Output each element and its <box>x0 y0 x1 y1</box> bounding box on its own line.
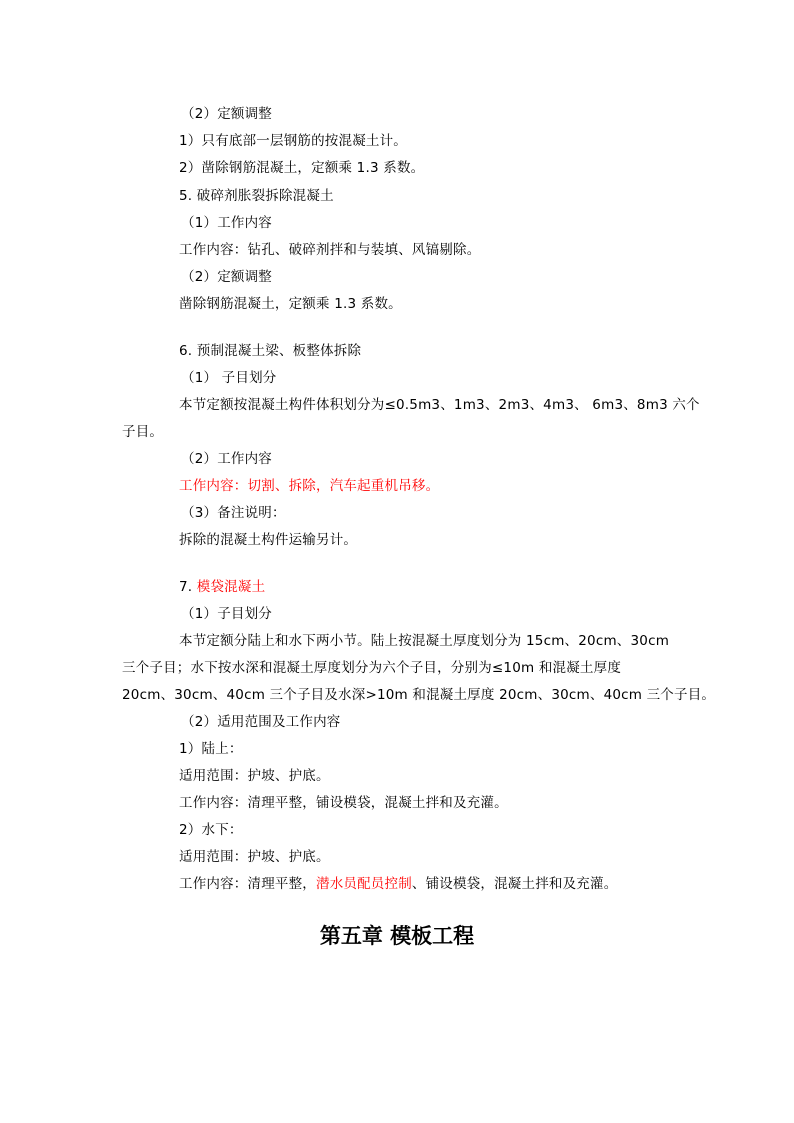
chapter-title: 第五章 模板工程 <box>319 923 475 948</box>
subheading-subitems: （1）子目划分 <box>181 606 272 622</box>
subheading-subitems: （1） 子目划分 <box>181 370 277 386</box>
text-line: 工作内容：钻孔、破碎剂拌和与装填、风镐剔除。 <box>179 242 481 258</box>
text-line: 1）只有底部一层钢筋的按混凝土计。 <box>179 133 407 149</box>
text-segment: 工作内容：清理平整， <box>179 876 316 892</box>
section-heading-7 <box>179 578 265 596</box>
text-line: 本节定额分陆上和水下两小节。陆上按混凝土厚度划分为 15cm、20cm、30cm <box>179 633 670 649</box>
text-line: 三个子目；水下按水深和混凝土厚度划分为六个子目，分别为≤10m 和混凝土厚度 <box>122 660 622 676</box>
text-line: 2）凿除钢筋混凝土，定额乘 1.3 系数。 <box>179 160 425 176</box>
text-line: 适用范围：护坡、护底。 <box>179 768 330 784</box>
section-number: 7. <box>179 579 197 595</box>
text-line: 本节定额按混凝土构件体积划分为≤0.5m3、1m3、2m3、4m3、 6m3、8m3 六个 <box>179 397 700 413</box>
highlighted-text-line: 工作内容：切割、拆除，汽车起重机吊移。 <box>179 478 440 494</box>
text-line: 子目。 <box>122 424 164 440</box>
section-title-highlighted: 模袋混凝土 <box>196 579 266 595</box>
section-heading-6: 6. 预制混凝土梁、板整体拆除 <box>179 343 362 359</box>
section-heading-5: 5. 破碎剂胀裂拆除混凝土 <box>179 188 334 204</box>
text-line: 适用范围：护坡、护底。 <box>179 849 330 865</box>
subheading-quota-adjustment: （2）定额调整 <box>181 106 272 122</box>
highlighted-text-segment: 潜水员配员控制 <box>316 876 412 892</box>
text-line: 拆除的混凝土构件运输另计。 <box>179 532 358 548</box>
subheading-notes: （3）备注说明： <box>181 505 286 521</box>
text-segment: 、铺设模袋，混凝土拌和及充灌。 <box>411 876 618 892</box>
text-line: 20cm、30cm、40cm 三个子目及水深>10m 和混凝土厚度 20cm、30cm、40cm 三个子目。 <box>122 687 716 703</box>
subheading-quota-adjustment: （2）定额调整 <box>181 269 272 285</box>
subheading-scope-and-work: （2）适用范围及工作内容 <box>181 714 341 730</box>
subheading-work-content: （2）工作内容 <box>181 451 272 467</box>
text-line <box>179 875 617 893</box>
text-line: 凿除钢筋混凝土，定额乘 1.3 系数。 <box>179 296 402 312</box>
text-line: 2）水下： <box>179 822 243 838</box>
text-line: 1）陆上： <box>179 741 243 757</box>
subheading-work-content: （1）工作内容 <box>181 215 272 231</box>
text-line: 工作内容：清理平整，铺设模袋，混凝土拌和及充灌。 <box>179 795 508 811</box>
